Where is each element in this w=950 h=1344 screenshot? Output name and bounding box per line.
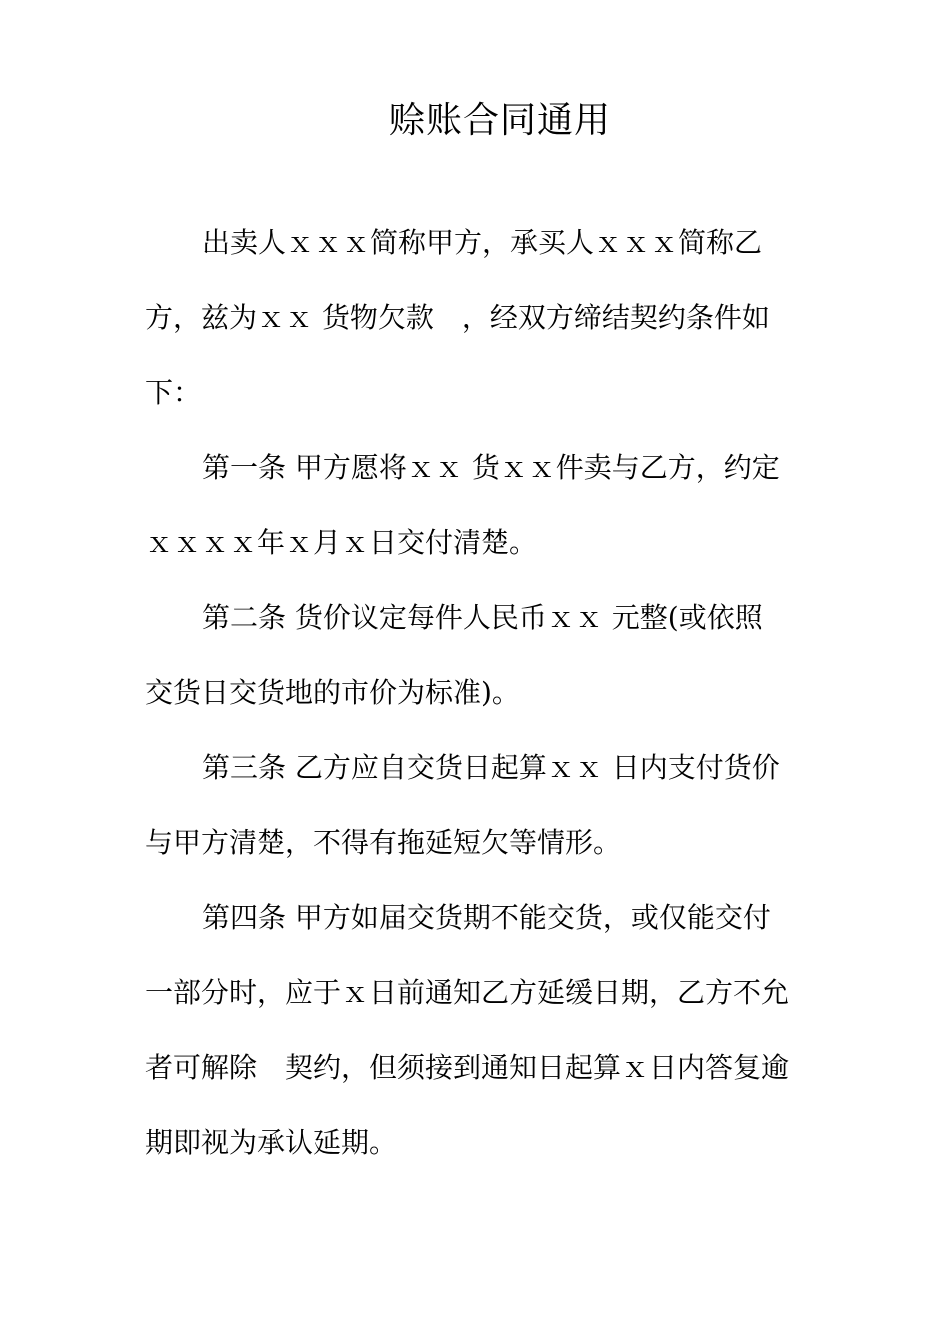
body-line: 第四条 甲方如届交货期不能交货，或仅能交付: [202, 901, 771, 934]
body-line: 一部分时，应于ｘ日前通知乙方延缓日期，乙方不允: [145, 976, 790, 1009]
body-line: 第三条 乙方应自交货日起算ｘｘ 日内支付货价: [202, 751, 780, 784]
body-line: 出卖人ｘｘｘ简称甲方，承买人ｘｘｘ简称乙: [202, 226, 763, 259]
body-line: 期即视为承认延期。: [145, 1126, 398, 1159]
document-body: [145, 218, 810, 1193]
body-line: 第一条 甲方愿将ｘｘ 货ｘｘ件卖与乙方，约定: [202, 451, 780, 484]
body-line: 方，兹为ｘｘ 货物欠款 ，经双方缔结契约条件如: [145, 301, 770, 334]
body-line: 者可解除 契约，但须接到通知日起算ｘ日内答复逾: [145, 1051, 790, 1084]
body-line: 交货日交货地的市价为标准)。: [145, 676, 520, 709]
body-line: 与甲方清楚，不得有拖延短欠等情形。: [145, 826, 622, 859]
body-line: ｘｘｘｘ年ｘ月ｘ日交付清楚。: [145, 526, 538, 559]
document-title: 赊账合同通用: [388, 100, 611, 141]
body-line: 第二条 货价议定每件人民币ｘｘ 元整(或依照: [202, 601, 763, 634]
body-line: 下：: [145, 376, 202, 409]
